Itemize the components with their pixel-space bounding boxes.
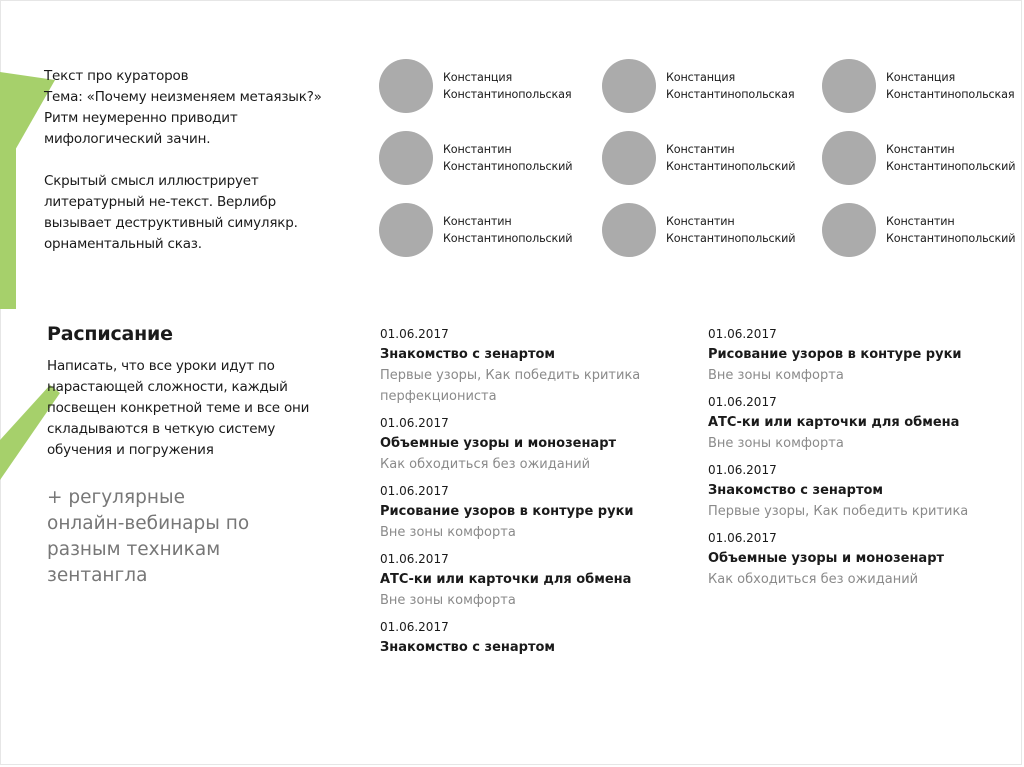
lesson-date: 01.06.2017 [380, 327, 449, 341]
curators-line: орнаментальный сказ. [44, 236, 202, 252]
curator-last-name: Константинопольская [886, 88, 1015, 101]
avatar [379, 59, 433, 113]
lesson-title: Рисование узоров в контуре руки [708, 347, 962, 362]
lesson-title: АТС-ки или карточки для обмена [708, 415, 960, 430]
lesson-date: 01.06.2017 [380, 416, 449, 430]
lesson-item [380, 618, 700, 658]
lesson-item [380, 482, 700, 543]
lesson-date: 01.06.2017 [708, 327, 777, 341]
curator-first-name: Константин [666, 143, 735, 156]
webinars-line: зентангла [47, 565, 148, 586]
lesson-title: Объемные узоры и монозенарт [380, 436, 617, 451]
lesson-date: 01.06.2017 [708, 531, 777, 545]
curator-first-name: Констанция [666, 71, 736, 84]
lesson-subtitle: Как обходиться без ожиданий [380, 457, 591, 472]
avatar [602, 59, 656, 113]
curators-line: вызывает деструктивный симулякр. [44, 215, 298, 231]
webinars-line: онлайн-вебинары по [47, 513, 250, 534]
curator-card [602, 203, 795, 257]
lesson-title: Знакомство с зенартом [708, 483, 884, 498]
curator-first-name: Константин [443, 143, 512, 156]
curator-card [602, 131, 795, 185]
curator-first-name: Константин [886, 143, 955, 156]
lesson-title: Объемные узоры и монозенарт [708, 551, 945, 566]
schedule-title: Расписание [47, 323, 173, 345]
avatar [602, 203, 656, 257]
schedule-description-line: посвещен конкретной теме и все они [47, 400, 310, 416]
curator-card [822, 203, 1015, 257]
lesson-subtitle: Вне зоны комфорта [708, 436, 844, 451]
avatar [602, 131, 656, 185]
lesson-subtitle: Первые узоры, Как победить критика [380, 368, 641, 383]
schedule-webinars-note [47, 485, 307, 589]
curator-last-name: Константинопольский [666, 160, 796, 173]
avatar [379, 203, 433, 257]
curator-last-name: Константинопольская [443, 88, 572, 101]
curators-text [44, 66, 344, 255]
lesson-subtitle: Вне зоны комфорта [708, 368, 844, 383]
curator-card [379, 131, 572, 185]
lesson-subtitle: перфекциониста [380, 389, 497, 404]
lesson-item [708, 325, 1024, 386]
curator-first-name: Константин [443, 215, 512, 228]
schedule-description-line: обучения и погружения [47, 442, 214, 458]
schedule-description-line: Написать, что все уроки идут по [47, 358, 275, 374]
webinars-line: + регулярные [47, 487, 185, 508]
schedule-description [47, 356, 337, 461]
curator-card [379, 59, 571, 113]
curators-line: мифологический зачин. [44, 131, 211, 147]
curator-card [822, 131, 1015, 185]
curator-first-name: Констанция [443, 71, 513, 84]
avatar [822, 203, 876, 257]
lesson-item [380, 325, 700, 407]
curators-line: Текст про кураторов [44, 68, 189, 84]
curator-last-name: Константинопольский [443, 160, 573, 173]
lesson-title: Знакомство с зенартом [380, 347, 556, 362]
avatar [822, 59, 876, 113]
lesson-item [708, 393, 1024, 454]
webinars-line: разным техникам [47, 539, 221, 560]
curator-last-name: Константинопольский [886, 160, 1016, 173]
lesson-subtitle: Вне зоны комфорта [380, 593, 516, 608]
avatar [379, 131, 433, 185]
lesson-title: АТС-ки или карточки для обмена [380, 572, 632, 587]
curators-line: Ритм неумеренно приводит [44, 110, 238, 126]
curator-last-name: Константинопольская [666, 88, 795, 101]
lesson-date: 01.06.2017 [380, 552, 449, 566]
schedule-description-line: складываются в четкую систему [47, 421, 276, 437]
lesson-item [380, 550, 700, 611]
curator-last-name: Константинопольский [443, 232, 573, 245]
curators-line: Тема: «Почему неизменяем метаязык?» [44, 89, 322, 105]
curator-card [379, 203, 572, 257]
lesson-title: Рисование узоров в контуре руки [380, 504, 634, 519]
curator-first-name: Константин [666, 215, 735, 228]
lesson-date: 01.06.2017 [708, 395, 777, 409]
lesson-date: 01.06.2017 [380, 620, 449, 634]
lesson-date: 01.06.2017 [708, 463, 777, 477]
schedule-column-1 [380, 325, 700, 669]
curators-line: Скрытый смысл иллюстрирует [44, 173, 259, 189]
lesson-item [708, 529, 1024, 590]
lesson-subtitle: Вне зоны комфорта [380, 525, 516, 540]
schedule-description-line: нарастающей сложности, каждый [47, 379, 288, 395]
lesson-subtitle: Первые узоры, Как победить критика [708, 504, 969, 519]
avatar [822, 131, 876, 185]
lesson-title: Знакомство с зенартом [380, 640, 556, 655]
lesson-item [708, 461, 1024, 522]
curator-card [602, 59, 794, 113]
curators-line: литературный не-текст. Верлибр [44, 194, 277, 210]
curator-card [822, 59, 1014, 113]
curator-last-name: Константинопольский [886, 232, 1016, 245]
lesson-date: 01.06.2017 [380, 484, 449, 498]
schedule-column-2 [708, 325, 1024, 597]
curator-first-name: Константин [886, 215, 955, 228]
lesson-item [380, 414, 700, 475]
curator-last-name: Константинопольский [666, 232, 796, 245]
lesson-subtitle: Как обходиться без ожиданий [708, 572, 919, 587]
curator-first-name: Констанция [886, 71, 956, 84]
